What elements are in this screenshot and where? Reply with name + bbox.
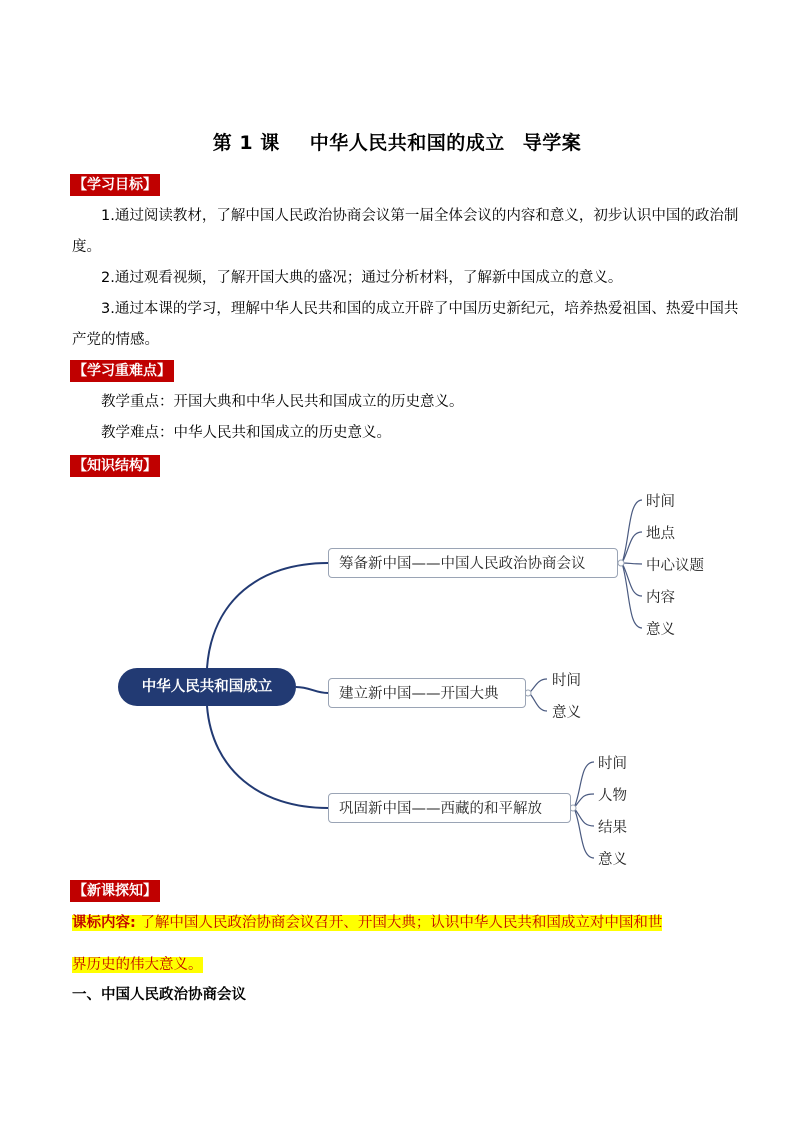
standard-text-2: 界历史的伟大意义。 [72,957,203,973]
goal-item-1: 1.通过阅读教材，了解中国人民政治协商会议第一届全体会议的内容和意义，初步认识中国的政治制度。 [72,208,739,255]
leaf-place: 地点 [646,526,675,542]
goals-tag: 【学习目标】 [70,174,160,196]
leaf-people: 人物 [598,788,627,804]
standard-label: 课标内容: [72,915,136,931]
mind-map-root: 中华人民共和国成立 [118,668,296,706]
leaf-significance: 意义 [552,705,581,721]
leaf-significance: 意义 [598,852,627,868]
branch-establish: 建立新中国——开国大典 [328,678,526,708]
section-heading: 一、中国人民政治协商会议 [72,987,246,1003]
leaf-content: 内容 [646,590,675,606]
page-title [0,128,794,155]
branch-prepare: 筹备新中国——中国人民政治协商会议 [328,548,618,578]
goal-item-2: 2.通过观看视频，了解开国大典的盛况；通过分析材料，了解新中国成立的意义。 [101,270,623,286]
teaching-focus: 教学重点：开国大典和中华人民共和国成立的历史意义。 [101,394,464,410]
standard-text-1: 了解中国人民政治协商会议召开、开国大典；认识中华人民共和国成立对中国和世 [135,915,663,931]
goal-item-3: 3.通过本课的学习，理解中华人民共和国的成立开辟了中国历史新纪元，培养热爱祖国、热爱中国共产党的情感。 [72,301,739,348]
branch-consolidate: 巩固新中国——西藏的和平解放 [328,793,571,823]
leaf-time: 时间 [552,673,581,689]
curriculum-standard [72,902,732,986]
leaf-time: 时间 [646,494,675,510]
leaf-result: 结果 [598,820,627,836]
key-points-tag: 【学习重难点】 [70,360,174,382]
lesson-number: 第 1 课 [212,132,280,154]
teaching-difficulty: 教学难点：中华人民共和国成立的历史意义。 [101,425,391,441]
leaf-time: 时间 [598,756,627,772]
new-lesson-tag: 【新课探知】 [70,880,160,902]
leaf-significance: 意义 [646,622,675,638]
structure-tag: 【知识结构】 [70,455,160,477]
document-type: 导学案 [522,132,582,154]
leaf-central-topic: 中心议题 [646,558,704,574]
lesson-topic: 中华人民共和国的成立 [309,132,505,154]
